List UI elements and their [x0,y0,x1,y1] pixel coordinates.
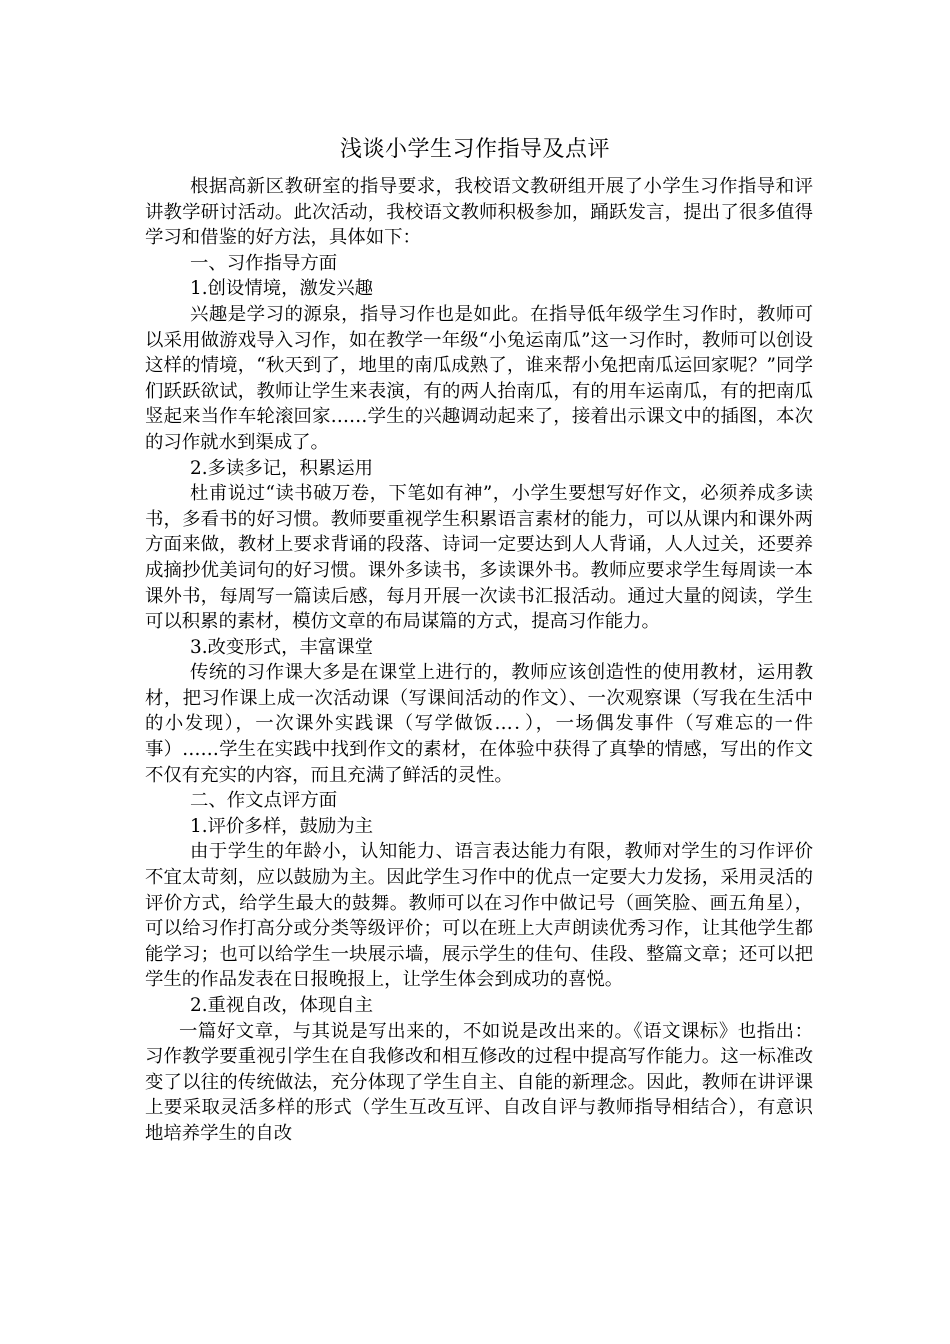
section-2-1-heading: 1.评价多样，鼓励为主 [190,815,374,837]
document-title: 浅谈小学生习作指导及点评 [339,137,610,162]
section-1-2-heading: 2.多读多记，积累运用 [190,457,374,479]
intro-paragraph: 根据高新区教研室的指导要求，我校语文教研组开展了小学生习作指导和评讲教学研讨活动。此次活动，我校语文教师积极参加，踊跃发言，提出了很多值得学习和借鉴的好方法，具体如下： [145,176,813,249]
section-1-3-heading: 3.改变形式，丰富课堂 [190,636,374,658]
section-1-1-paragraph: 兴趣是学习的源泉，指导习作也是如此。在指导低年级学生习作时，教师可以采用做游戏导入习作，如在教学一年级“小兔运南瓜”这一习作时，教师可以创设这样的情境，“秋天到了，地里的南瓜成熟了，谁来帮小兔把南瓜运回家呢？”同学们跃跃欲试，教师让学生来表演，有的两人抬南瓜，有的用车运南瓜，有的把南瓜竖起来当作车轮滚回家……学生的兴趣调动起来了，接着出示课文中的插图，本次的习作就水到渠成了。 [145,303,813,453]
section-1-2-paragraph: 杜甫说过“读书破万卷，下笔如有神”，小学生要想写好作文，必须养成多读书，多看书的好习惯。教师要重视学生积累语言素材的能力，可以从课内和课外两方面来做，教材上要求背诵的段落、诗词一定要达到人人背诵，人人过关，还要养成摘抄优美词句的好习惯。课外多读书，多读课外书。教师应要求学生每周读一本课外书，每周写一篇读后感，每月开展一次读书汇报活动。通过大量的阅读，学生可以积累的素材，模仿文章的布局谋篇的方式，提高习作能力。 [145,483,813,633]
document-body [145,174,813,1147]
section-1-3-paragraph: 传统的习作课大多是在课堂上进行的，教师应该创造性的使用教材，运用教材，把习作课上成一次活动课（写课间活动的作文）、一次观察课（写我在生活中的小发现），一次课外实践课（写学做饭…．），一场偶发事件（写难忘的一件事）……学生在实践中找到作文的素材，在体验中获得了真挚的情感，写出的作文不仅有充实的内容，而且充满了鲜活的灵性。 [145,662,813,786]
section-2-heading: 二、作文点评方面 [190,790,338,812]
section-2-2-heading: 2.重视自改，体现自主 [190,995,374,1016]
section-1-1-heading: 1.创设情境，激发兴趣 [190,278,374,300]
section-2-1-paragraph: 由于学生的年龄小，认知能力、语言表达能力有限，教师对学生的习作评价不宜太苛刻，应以鼓励为主。因此学生习作中的优点一定要大力发扬，采用灵活的评价方式，给学生最大的鼓舞。教师可以在习作中做记号（画笑脸、画五角星），可以给习作打高分或分类等级评价；可以在班上大声朗读优秀习作，让其他学生都能学习；也可以给学生一块展示墙，展示学生的佳句、佳段、整篇文章；还可以把学生的作品发表在日报晚报上，让学生体会到成功的喜悦。 [145,841,813,991]
section-1-heading: 一、习作指导方面 [190,252,338,274]
section-2-2-paragraph: 一篇好文章，与其说是写出来的，不如说是改出来的。《语文课标》也指出：习作教学要重视引学生在自我修改和相互修改的过程中提高写作能力。这一标准改变了以往的传统做法，充分体现了学生自主、自能的新理念。因此，教师在讲评课上要采取灵活多样的形式（学生互改互评、自改自评与教师指导相结合），有意识地培养学生的自改 [145,1020,813,1144]
